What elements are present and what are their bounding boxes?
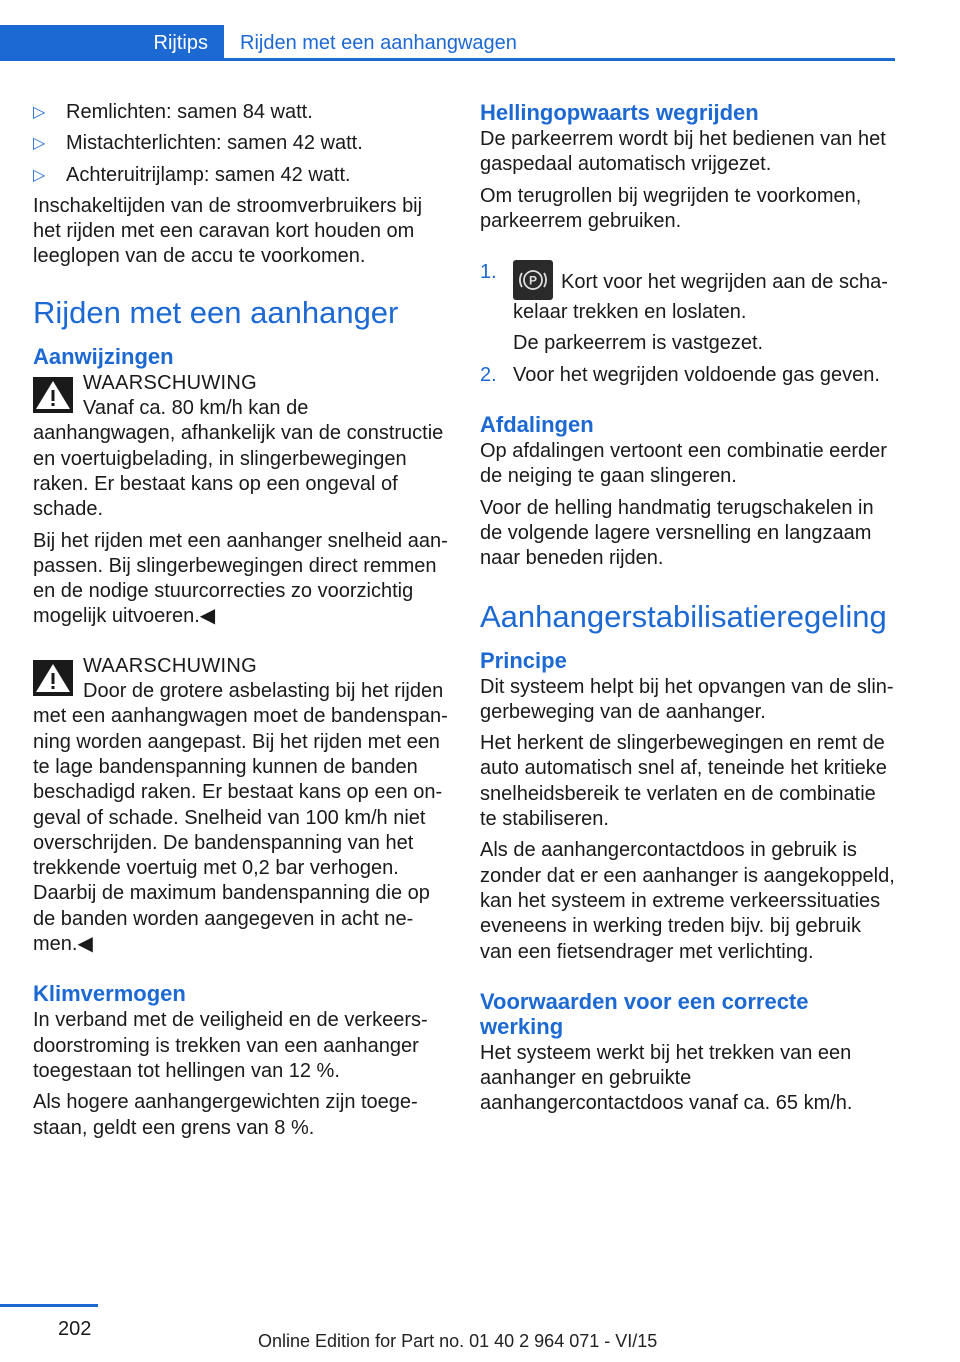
footer-rule [0,1304,98,1307]
heading-trailer: Rijden met een aanhanger [33,294,399,330]
warning-block-2 [33,654,448,958]
paragraph: Als de aanhangercontactdoos in gebruik is zonder dat er een aanhanger is aangekoppeld, kan het systeem in extreme verkeerssituaties eveneens in werking treden bijv. bij gebruik van een fietsendrager met verlichting. [480,839,895,963]
triangle-bullet-icon: ▷ [33,104,46,121]
list-item: ▷ Achteruitrijlamp: samen 42 watt. [33,163,448,188]
heading-climb: Klimvermogen [33,981,186,1007]
list-item: 1. P Kort voor het wegrijden aan de schakelaar trekken en loslaten. De parkeerrem is vastgezet. [480,260,895,357]
paragraph: Op afdalingen vertoont een combinatie eerder de neiging te gaan slingeren. [480,440,887,488]
right-column [480,100,895,1123]
section-title: Rijden met een aanhangwagen [240,32,517,54]
heading-uphill: Hellingopwaarts wegrijden [480,100,759,125]
warning-icon [33,660,73,696]
svg-text:P: P [528,273,538,288]
warning-title: WAARSCHUWING [83,371,257,394]
paragraph: De parkeerrem wordt bij het bedienen van het gaspedaal automatisch vrijgezet. [480,128,886,176]
page-header [0,25,895,61]
heading-conditions: Voorwaarden voor een correcte werking [480,988,809,1039]
parking-brake-icon [513,260,553,300]
paragraph: Het systeem werkt bij het trekken van een aanhanger en gebruikte aanhangercontactdoos vanaf ca. 65 km/h. [480,1041,853,1115]
warning-icon [33,377,73,413]
paragraph: Voor de helling handmatig terugschakelen in de volgende lagere versnelling en langzaam naar beneden rijden. [480,496,874,570]
list-item: ▷ Remlichten: samen 84 watt. [33,100,448,125]
intro-paragraph: Inschakeltijden van de stroomverbruikers bij het rijden met een caravan kort houden om leeglopen van de accu te voorkomen. [33,194,423,268]
warning-title: WAARSCHUWING [83,654,257,677]
heading-notes: Aanwijzingen [33,343,174,369]
paragraph: Dit systeem helpt bij het opvangen van de slingerbeweging van de aanhanger. [480,675,894,723]
list-item: ▷ Mistachterlichten: samen 42 watt. [33,131,448,156]
step-note: De parkeerrem is vastgezet. [513,332,764,355]
paragraph: Bij het rijden met een aanhanger snelheid aanpassen. Bij slingerbewegingen direct remmen en de nodige stuurcorrecties zo voorzichtig mogelijk uitvoeren.◀ [33,529,448,628]
paragraph: Als hogere aanhangergewichten zijn toegestaan, geldt een grens van 8 %. [33,1091,418,1139]
step-number: 1. [480,261,497,284]
triangle-bullet-icon: ▷ [33,135,46,153]
heading-stability: Aanhangerstabilisatieregeling [480,598,887,634]
paragraph: Om terugrollen bij wegrijden te voorkomen, parkeerrem gebruiken. [480,184,862,232]
list-item: 2. Voor het wegrijden voldoende gas geven. [480,363,895,388]
warning-text: Door de grotere asbelasting bij het rijden met een aanhangwagen moet de bandenspanning worden aangepast. Bij het rijden met een te lage bandenspanning kunnen de banden beschadigd raken. Er bestaat kans op een ongeval of schade. Snelheid van 100 km/h niet overschrijden. De bandenspanning van het trekkende voertuig met 0,2 bar verhogen. Daarbij de maximum bandenspanning die op de banden worden aangegeven in acht nemen.◀ [33,680,448,956]
chapter-tab: Rijtips [0,25,224,61]
edition-text: Online Edition for Part no. 01 40 2 964 071 - VI/15 [258,1331,658,1351]
paragraph: In verband met de veiligheid en de verkeersdoorstroming is trekken van een aanhanger toegestaan tot hellingen van 12 %. [33,1009,428,1082]
paragraph: Het herkent de slingerbewegingen en remt de auto automatisch snel af, teneinde het kritieke snelheidsbereik te verlaten en de combinatie te stabiliseren. [480,732,887,831]
warning-block-1 [33,371,448,523]
left-column [33,100,448,1147]
header-rule [224,58,895,61]
heading-principle: Principe [480,647,567,673]
step-number: 2. [480,363,497,386]
triangle-bullet-icon: ▷ [33,166,46,184]
page-number: 202 [58,1318,92,1340]
heading-descent: Afdalingen [480,412,594,438]
warning-text: Vanaf ca. 80 km/h kan de aanhangwagen, afhankelijk van de constructie en voertuigbelading, in slingerbewegingen raken. Er bestaat kans op een ongeval of schade. [33,397,444,521]
